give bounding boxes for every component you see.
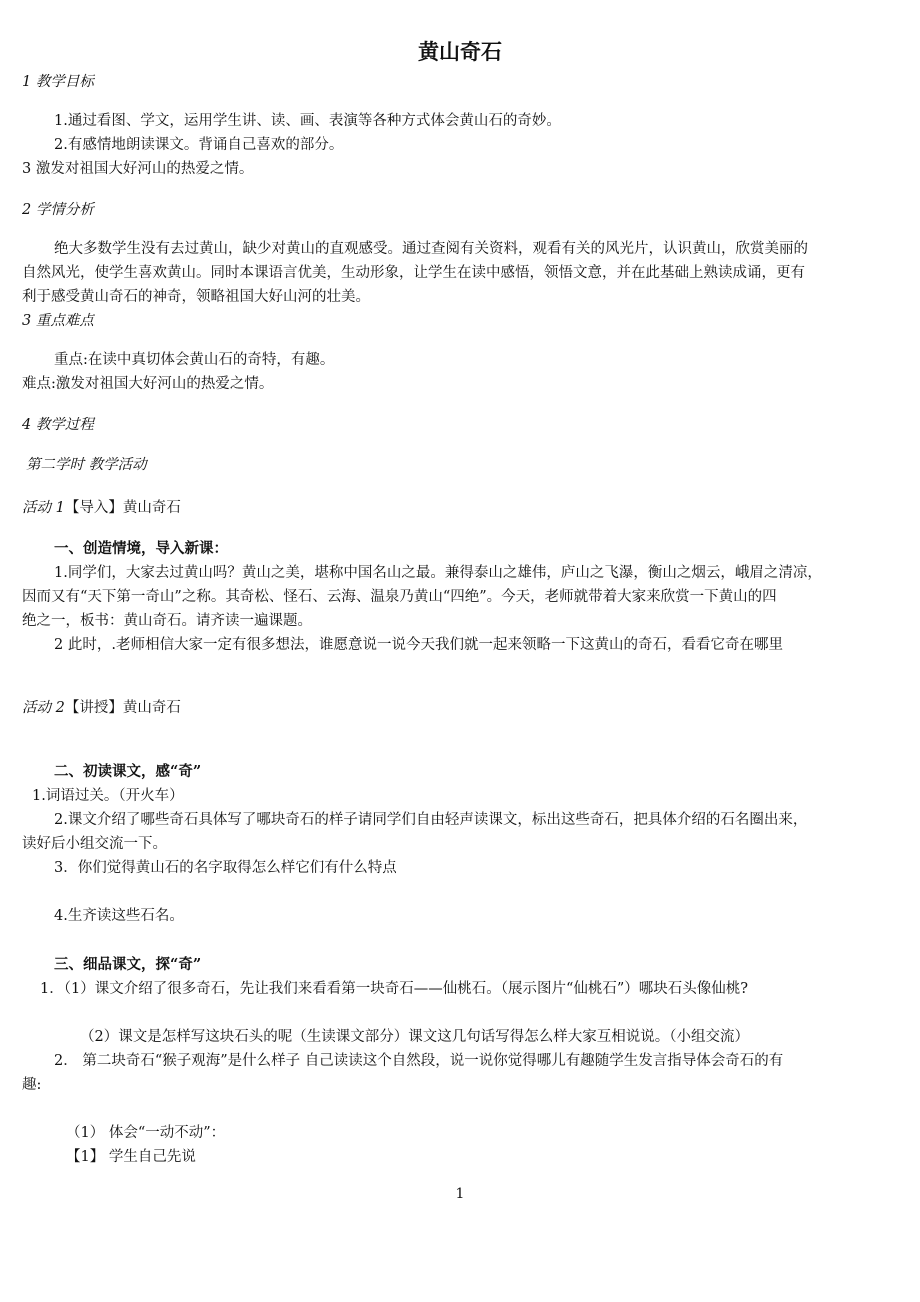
activity-1-subheading: 一、创造情境，导入新课： <box>54 540 228 557</box>
part-2-heading: 二、初读课文，感“奇” <box>54 763 202 780</box>
keypoint-difficulty: 难点:激发对祖国大好河山的热爱之情。 <box>22 376 274 392</box>
goal-item-3: 3 激发对祖国大好河山的热爱之情。 <box>22 161 254 177</box>
section-heading-analysis: 2 学情分析 <box>22 202 94 218</box>
keypoint-focus: 重点:在读中真切体会黄山石的奇特，有趣。 <box>54 352 335 368</box>
activity-2-title: 【讲授】黄山奇石 <box>64 700 181 716</box>
page-number: 1 <box>455 1186 465 1202</box>
part-3-item-1: 1．（1）课文介绍了很多奇石，先让我们来看看第一块奇石——仙桃石。（展示图片“仙桃石”）哪块石头像仙桃? <box>40 981 749 997</box>
part-3-item-2a: 2． 第二块奇石“猴子观海”是什么样子 自己读读这个自然段，说一说你觉得哪儿有趣随学生发言指导体会奇石的有 <box>54 1053 784 1069</box>
section-heading-process: 4 教学过程 <box>22 417 94 433</box>
section-heading-keypoints: 3 重点难点 <box>22 313 94 329</box>
part-3-item-2b: 趣: <box>22 1077 42 1093</box>
activity-1-line-1: 1.同学们，大家去过黄山吗？黄山之美，堪称中国名山之最。兼得泰山之雄伟，庐山之飞瀑，衡山之烟云，峨眉之清凉， <box>54 565 822 581</box>
goal-item-1: 1.通过看图、学文，运用学生讲、读、画、表演等各种方式体会黄山石的奇妙。 <box>54 113 561 129</box>
part-3-item-1b: （2）课文是怎样写这块石头的呢（生读课文部分）课文这几句话写得怎么样大家互相说说。（小组交流） <box>80 1029 749 1045</box>
part-2-item-4: 4.生齐读这些石名。 <box>54 908 184 924</box>
goal-item-2: 2.有感情地朗读课文。背诵自己喜欢的部分。 <box>54 137 344 153</box>
analysis-line-3: 利于感受黄山奇石的神奇，领略祖国大好山河的壮美。 <box>22 289 370 305</box>
activity-1-line-4: 2 此时，.老师相信大家一定有很多想法，谁愿意说一说今天我们就一起来领略一下这黄山的奇石，看看它奇在哪里 <box>54 637 783 653</box>
part-2-item-2a: 2.课文介绍了哪些奇石具体写了哪块奇石的样子请同学们自由轻声读课文，标出这些奇石，把具体介绍的石名圈出来， <box>54 812 808 828</box>
activity-1-line-3: 绝之一，板书：黄山奇石。请齐读一遍课题。 <box>22 613 312 629</box>
part-2-item-2b: 读好后小组交流一下。 <box>22 836 167 852</box>
activity-1-label: 活动 1 <box>22 500 65 516</box>
activity-1-line-2: 因而又有“天下第一奇山”之称。其奇松、怪石、云海、温泉乃黄山“四绝”。今天，老师就带着大家来欣赏一下黄山的四 <box>22 589 777 605</box>
part-3-sub-1: （1） 体会“一动不动”： <box>66 1125 226 1141</box>
lesson-label: 第二学时 教学活动 <box>26 457 147 473</box>
activity-1-heading <box>22 496 910 520</box>
part-3-heading: 三、细品课文，探“奇” <box>54 956 202 973</box>
part-2-item-3: 3．你们觉得黄山石的名字取得怎么样它们有什么特点 <box>54 860 397 876</box>
activity-2-label: 活动 2 <box>22 700 65 716</box>
activity-2-heading <box>22 696 910 720</box>
section-heading-goals: 1 教学目标 <box>22 74 94 90</box>
document-title: 黄山奇石 <box>418 40 502 64</box>
analysis-line-1: 绝大多数学生没有去过黄山，缺少对黄山的直观感受。通过查阅有关资料，观看有关的风光片，认识黄山，欣赏美丽的 <box>54 241 808 257</box>
part-2-item-1: 1.词语过关。（开火车） <box>32 788 184 804</box>
part-3-sub-2: 【1】 学生自己先说 <box>66 1149 196 1165</box>
analysis-line-2: 自然风光，使学生喜欢黄山。同时本课语言优美，生动形象，让学生在读中感悟，领悟文意，并在此基础上熟读成诵，更有 <box>22 265 805 281</box>
activity-1-title: 【导入】黄山奇石 <box>64 500 181 516</box>
